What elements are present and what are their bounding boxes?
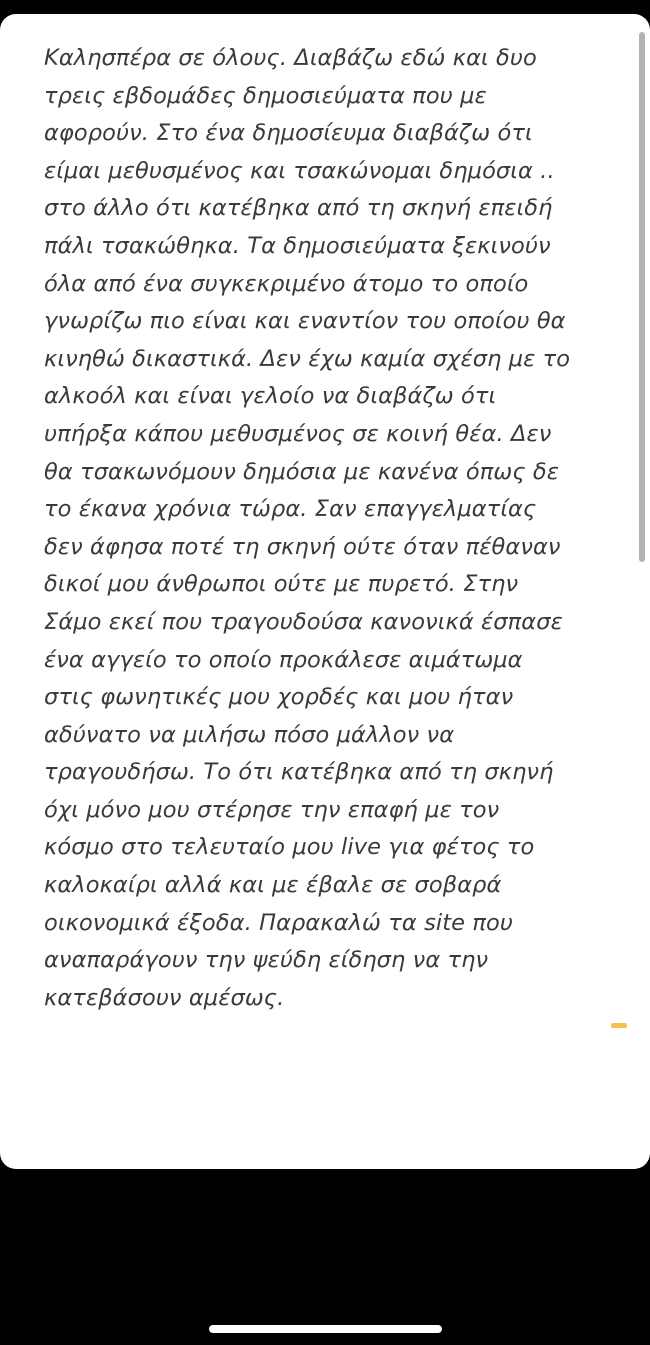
home-indicator[interactable] [209, 1325, 442, 1333]
note-card[interactable] [0, 14, 650, 1169]
highlight-mark [611, 1023, 627, 1028]
scrollbar[interactable] [639, 32, 645, 562]
statement-text: Καλησπέρα σε όλους. Διαβάζω εδώ και δυο τρεις εβδομάδες δημοσιεύματα που με αφορούν. Στο ένα δημοσίευμα διαβάζω ότι είμαι μεθυσμένος και τσακώνομαι δημόσια .. στο άλλο ότι κατέβηκα από τη σκηνή επειδή πάλι τσακώθηκα. Τα δημοσιεύματα ξεκινούν όλα από ένα συγκεκριμένο άτομο το οποίο γνωρίζω πιο είναι και εναντίον του οποίου θα κινηθώ δικαστικά. Δεν έχω καμία σχέση με το αλκοόλ και είναι γελοίο να διαβάζω ότι υπήρξα κάπου μεθυσμένος σε κοινή θέα. Δεν θα τσακωνόμουν δημόσια με κανένα όπως δε το έκανα χρόνια τώρα. Σαν επαγγελματίας δεν άφησα ποτέ τη σκηνή ούτε όταν πέθαναν δικοί μου άνθρωποι ούτε με πυρετό. Στην Σάμο εκεί που τραγουδούσα κανονικά έσπασε ένα αγγείο το οποίο προκάλεσε αιμάτωμα στις φωνητικές μου χορδές και μου ήταν αδύνατο να μιλήσω πόσο μάλλον να τραγουδήσω. Το ότι κατέβηκα από τη σκηνή όχι μόνο μου στέρησε την επαφή με τον κόσμο στο τελευταίο μου live για φέτος το καλοκαίρι αλλά και με έβαλε σε σοβαρά οικονομικά έξοδα. Παρακαλώ τα site που αναπαράγουν την ψεύδη είδηση να την κατεβάσουν αμέσως. [44, 45, 571, 1011]
status-area [0, 0, 650, 14]
